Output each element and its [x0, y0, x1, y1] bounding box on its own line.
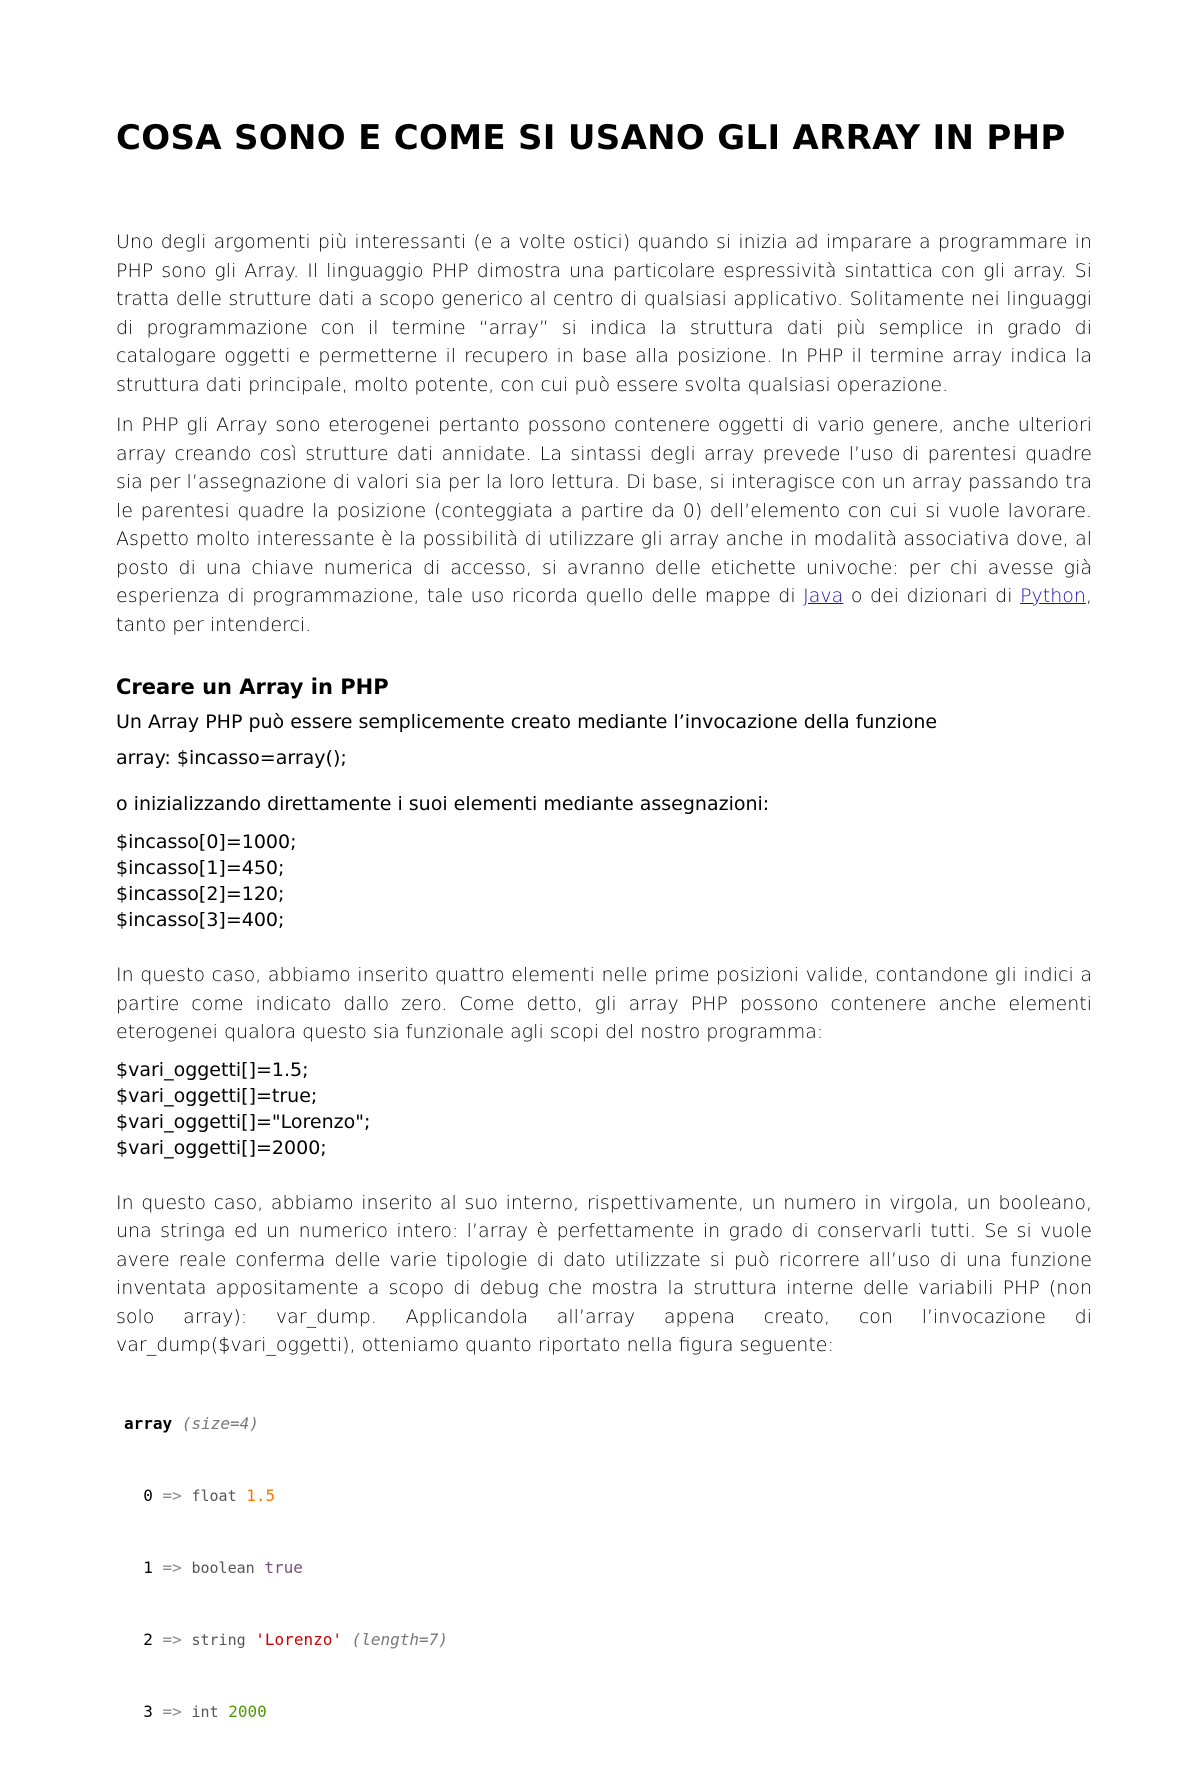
intro-paragraph-2-text-a: In PHP gli Array sono eterogenei pertanto possono contenere oggetti di vario genere, anche ulteriori array creando così strutture dati annidate. La sintassi degli array prevede l’uso di parentesi quadre sia per l’assegnazione di valori sia per la loro lettura. Di base, si interagisce con un array passando tra le parentesi quadre la posizione (conteggiata a partire da 0) dell’elemento con cui si vuole lavorare. Aspetto molto interessante è la possibilità di utilizzare gli array anche in modalità associativa dove, al posto di una chiave numerica di accesso, si avranno delle etichette univoche: per chi avesse già esperienza di programmazione, tale uso ricorda quello delle mappe di	[116, 414, 1092, 607]
python-link[interactable]: Python	[1020, 585, 1086, 607]
var-dump-row: 3 => int 2000	[143, 1701, 267, 1721]
var-dump-row: 2 => string 'Lorenzo' (length=7)	[143, 1629, 448, 1649]
code-line: $vari_oggetti[]="Lorenzo";	[116, 1110, 371, 1133]
code-line: $incasso[1]=450;	[116, 857, 285, 879]
section-line-2: array: $incasso=array();	[116, 747, 347, 769]
var-dump-header	[124, 1412, 1092, 1436]
code-line: $incasso[3]=400;	[116, 909, 285, 931]
code-line: $incasso[0]=1000;	[116, 831, 297, 853]
var-dump-figure	[124, 1364, 1092, 1772]
document-content	[116, 118, 1092, 1772]
page-title: COSA SONO E COME SI USANO GLI ARRAY IN PHP	[116, 118, 1066, 158]
code-line: $vari_oggetti[]=true;	[116, 1084, 318, 1107]
code-line: $incasso[2]=120;	[116, 883, 285, 905]
java-link[interactable]: Java	[803, 585, 844, 607]
code-line: $vari_oggetti[]=1.5;	[116, 1058, 309, 1081]
intro-paragraph-1: Uno degli argomenti più interessanti (e a volte ostici) quando si inizia ad imparare a programmare in PHP sono gli Array. Il linguaggio PHP dimostra una particolare espressività sintattica con gli array. Si tratta delle strutture dati a scopo generico al centro di qualsiasi applicativo. Solitamente nei linguaggi di programmazione con il termine “array” si indica la struttura dati più semplice in grado di catalogare oggetti e permetterne il recupero in base alla posizione. In PHP il termine array indica la struttura dati principale, molto potente, con cui può essere svolta qualsiasi operazione.	[116, 231, 1092, 396]
intro-paragraph-2-text-c: , tanto per intenderci.	[116, 585, 1092, 636]
dump-size: (size=4)	[181, 1413, 259, 1433]
intro-paragraph-2-text-b: o dei dizionari di	[843, 585, 1021, 607]
paragraph-3: In questo caso, abbiamo inserito quattro elementi nelle prime posizioni valide, contandone gli indici a partire come indicato dallo zero. Come detto, gli array PHP possono contenere anche elementi eterogenei qualora questo sia funzionale agli scopi del nostro programma:	[116, 964, 1092, 1043]
section-line-3: o inizializzando direttamente i suoi elementi mediante assegnazioni:	[116, 793, 770, 815]
section-line-1: Un Array PHP può essere semplicemente creato mediante l’invocazione della funzione	[116, 711, 938, 733]
dump-keyword: array	[124, 1413, 173, 1433]
paragraph-4: In questo caso, abbiamo inserito al suo interno, rispettivamente, un numero in virgola, un booleano, una stringa ed un numerico intero: l’array è perfettamente in grado di conservarli tutti. Se si vuole avere reale conferma delle varie tipologie di dato utilizzate si può ricorrere all’uso di una funzione inventata appositamente a scopo di debug che mostra la struttura interne delle variabili PHP (non solo array): var_dump. Applicandola all’array appena creato, con l’invocazione di var_dump($vari_oggetti), otteniamo quanto riportato nella figura seguente:	[116, 1191, 1092, 1356]
var-dump-row: 0 => float 1.5	[143, 1485, 276, 1505]
var-dump-row: 1 => boolean true	[143, 1557, 303, 1577]
code-block-vari-oggetti	[116, 1057, 1092, 1161]
section-heading: Creare un Array in PHP	[116, 675, 389, 699]
code-block-incasso	[116, 829, 1092, 933]
intro-paragraph-2	[116, 411, 1092, 639]
code-line: $vari_oggetti[]=2000;	[116, 1136, 327, 1159]
